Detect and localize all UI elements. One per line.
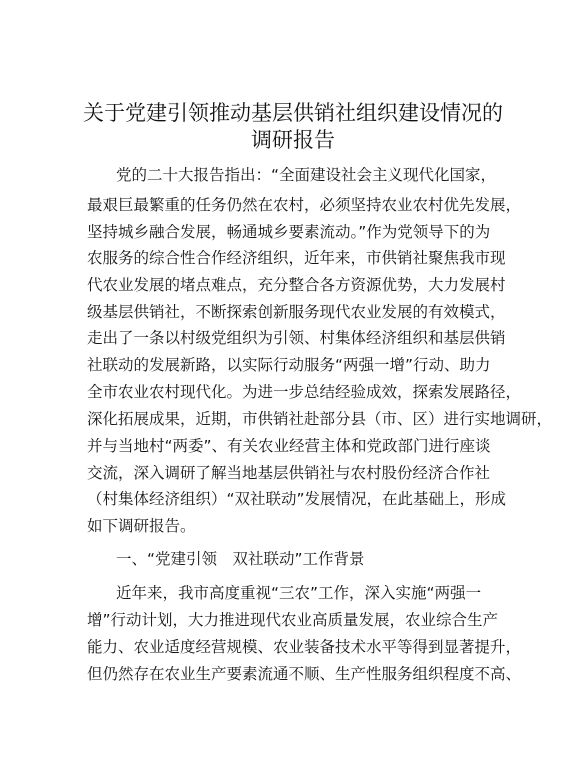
paragraph-1-line: 全市农业农村现代化。为进一步总结经验成效，探索发展路径， xyxy=(87,383,522,401)
paragraph-2-line: 能力、农业适度经营规模、农业装备技术水平等得到显著提升， xyxy=(87,638,522,656)
paragraph-1-line: 代农业发展的堵点难点，充分整合各方资源优势，大力发展村 xyxy=(87,276,506,294)
paragraph-1-line: 党的二十大报告指出：“全面建设社会主义现代化国家， xyxy=(116,166,497,184)
paragraph-1-line: 级基层供销社，不断探索创新服务现代农业发展的有效模式， xyxy=(87,303,506,321)
paragraph-1-line: 深化拓展成果，近期，市供销社赴部分县（市、区）进行实地调研， xyxy=(87,410,553,428)
paragraph-1-line: 最艰巨最繁重的任务仍然在农村，必须坚持农业农村优先发展， xyxy=(87,196,522,214)
section-heading: 一、“党建引领 双社联动”工作背景 xyxy=(116,550,365,568)
paragraph-1-line: 农服务的综合性合作经济组织，近年来，市供销社聚焦我市现 xyxy=(87,249,506,267)
paragraph-1-line: 交流，深入调研了解当地基层供销社与农村股份经济合作社 xyxy=(87,464,491,482)
paragraph-1-line: 社联动的发展新路，以实际行动服务“两强一增”行动、助力 xyxy=(87,356,491,374)
paragraph-1-line: 并与当地村“两委”、有关农业经营主体和党政部门进行座谈 xyxy=(87,437,491,455)
document-title-line-1: 关于党建引领推动基层供销社组织建设情况的 xyxy=(83,101,503,125)
paragraph-1-line: （村集体经济组织）“双社联动”发展情况，在此基础上，形成 xyxy=(87,490,507,508)
paragraph-1-line: 如下调研报告。 xyxy=(87,517,196,535)
paragraph-2-line: 但仍然存在农业生产要素流通不顺、生产性服务组织程度不高、 xyxy=(87,665,522,683)
document-title-line-2: 调研报告 xyxy=(251,128,335,152)
paragraph-1-line: 坚持城乡融合发展，畅通城乡要素流动。”作为党领导下的为 xyxy=(87,223,491,241)
paragraph-2-line: 增”行动计划，大力推进现代农业高质量发展，农业综合生产 xyxy=(87,611,499,629)
paragraph-2-line: 近年来，我市高度重视“三农”工作，深入实施“两强一 xyxy=(116,584,482,602)
paragraph-1-line: 走出了一条以村级党组织为引领、村集体经济组织和基层供销 xyxy=(87,329,506,347)
